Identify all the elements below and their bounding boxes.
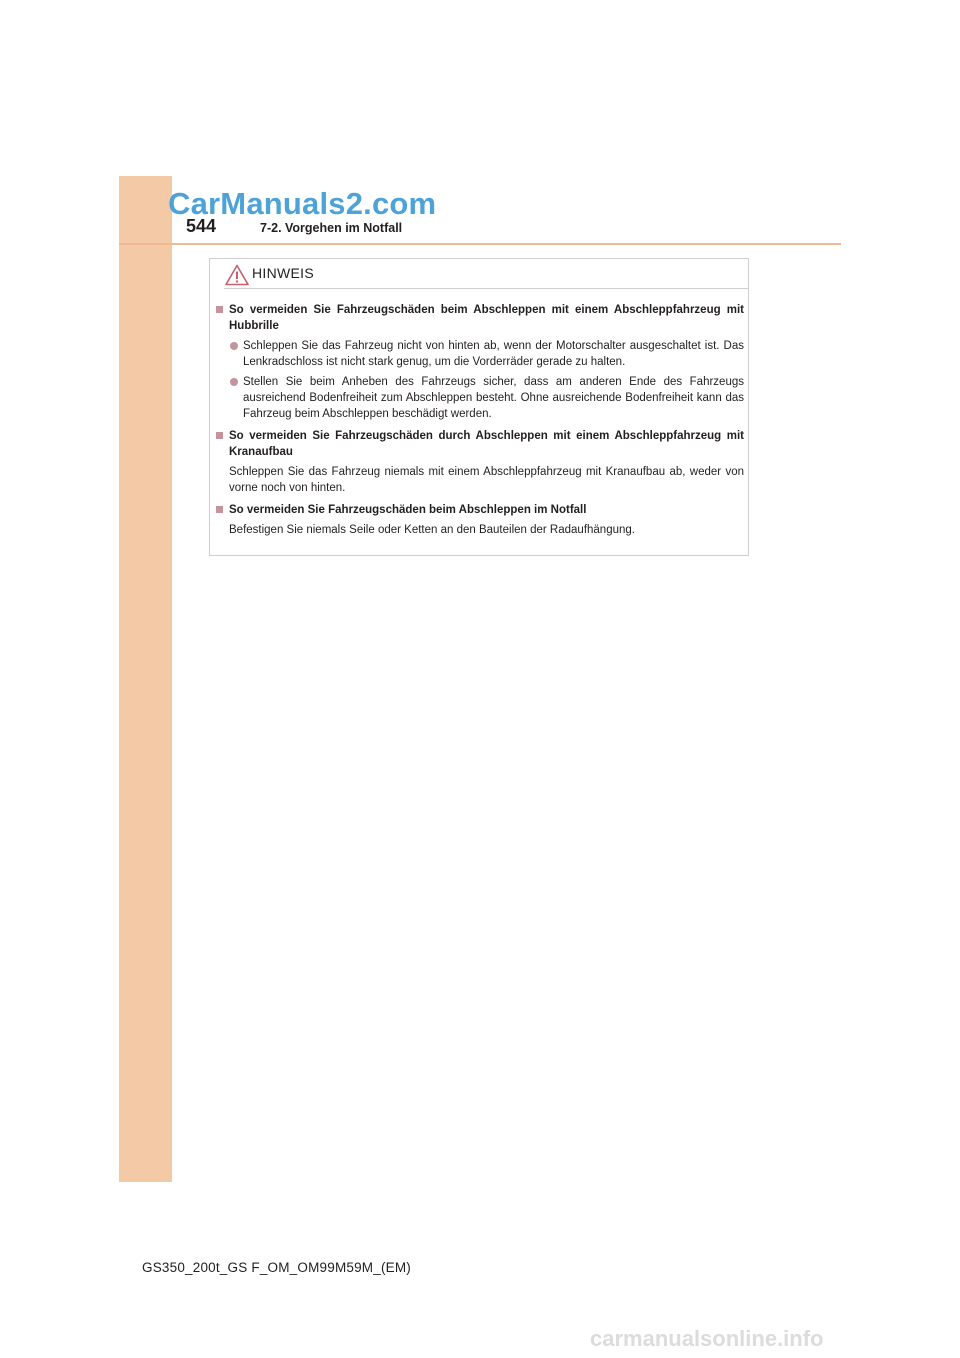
notice-bullet-text: Schleppen Sie das Fahrzeug nicht von hinten ab, wenn der Motorschalter ausgeschaltet ist. Das Lenkradschloss ist nicht stark genug, um die Vorderräder gerade zu halten. [243, 340, 744, 368]
square-bullet-icon [216, 506, 223, 513]
watermark-bottom[interactable]: carmanualsonline.info [590, 1326, 824, 1351]
notice-item [216, 502, 744, 538]
square-bullet-icon [216, 432, 223, 439]
circle-bullet-icon [230, 378, 238, 386]
notice-title: HINWEIS [252, 265, 314, 281]
watermark-logo[interactable]: CarManuals2.com [168, 186, 437, 221]
notice-bullet [229, 374, 744, 422]
page-number: 544 [186, 216, 217, 236]
notice-item-title: So vermeiden Sie Fahrzeugschäden beim Abschleppen im Notfall [229, 504, 587, 516]
chapter-sidebar-tab [119, 176, 172, 1182]
notice-box [209, 258, 749, 556]
square-bullet-icon [216, 306, 223, 313]
notice-item-title: So vermeiden Sie Fahrzeugschäden durch Abschleppen mit einem Abschleppfahrzeug mit Kranaufbau [229, 430, 744, 458]
warning-triangle-icon [225, 264, 249, 286]
notice-item-text: Befestigen Sie niemals Seile oder Ketten an den Bauteilen der Radaufhängung. [229, 524, 635, 536]
notice-item-text: Schleppen Sie das Fahrzeug niemals mit einem Abschleppfahrzeug mit Kranaufbau ab, weder von vorne noch von hinten. [229, 466, 744, 494]
section-title: 7-2. Vorgehen im Notfall [260, 221, 403, 235]
notice-item-title: So vermeiden Sie Fahrzeugschäden beim Abschleppen mit einem Abschleppfahrzeug mit Hubbrille [229, 304, 744, 332]
circle-bullet-icon [230, 342, 238, 350]
header-rule [119, 243, 841, 245]
notice-bullet-text: Stellen Sie beim Anheben des Fahrzeugs sicher, dass am anderen Ende des Fahrzeugs ausreichend Bodenfreiheit zum Abschleppen besteht. Ohne ausreichende Bodenfreiheit kann das Fahrzeug beim Abschleppen beschädigt werden. [243, 376, 744, 420]
notice-header [224, 259, 748, 289]
notice-item [216, 428, 744, 496]
notice-item [216, 302, 744, 422]
notice-bullet [229, 338, 744, 370]
notice-body [216, 302, 744, 544]
manual-code: GS350_200t_GS F_OM_OM99M59M_(EM) [142, 1260, 412, 1275]
